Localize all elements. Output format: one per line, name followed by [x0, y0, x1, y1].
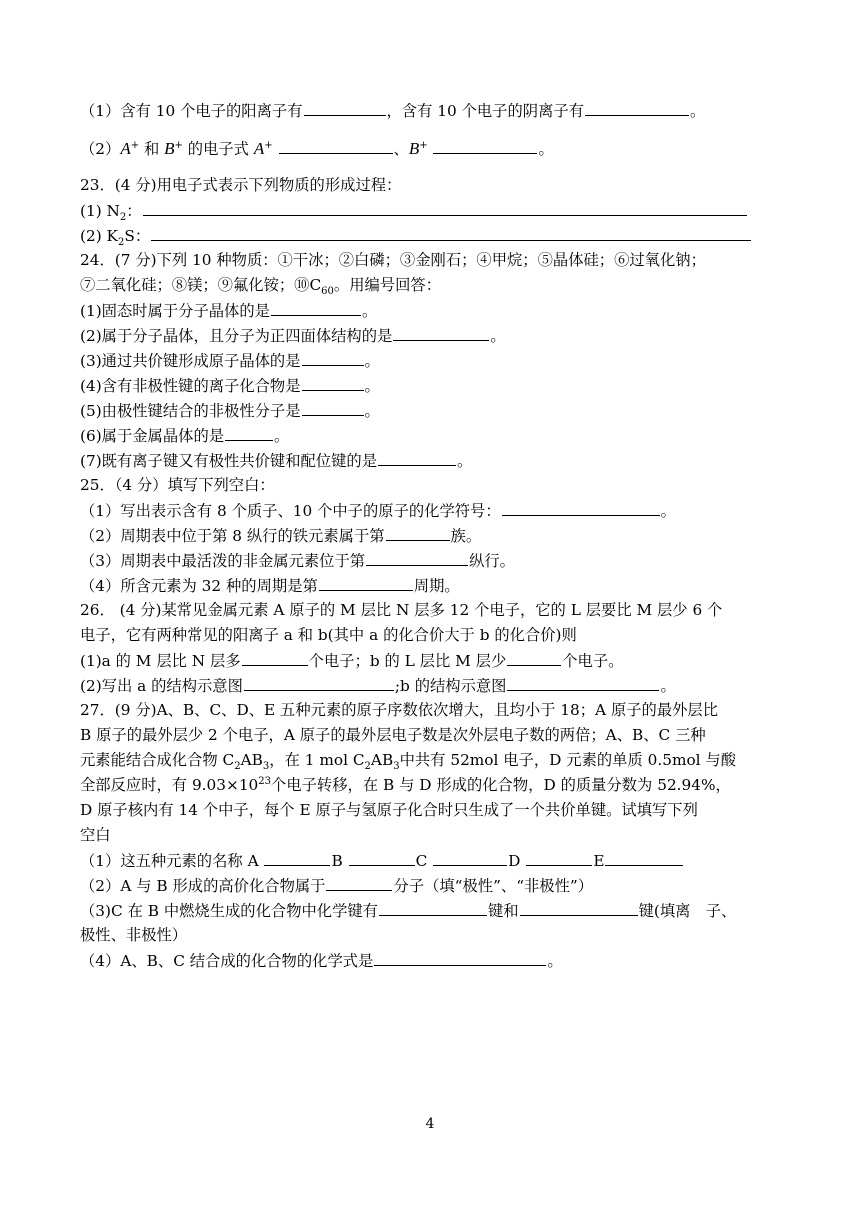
answer-blank[interactable] — [271, 300, 361, 316]
q24-item6: (6)属于金属晶体的是 。 — [80, 427, 290, 445]
answer-blank[interactable] — [433, 138, 537, 154]
q23-item1: (1) $N_2$： — [80, 200, 748, 221]
q25-item2: （2）周期表中位于第 8 纵行的铁元素属于第 族。 — [80, 527, 482, 545]
q27-line4: 全部反应时，有 $9.03\times 10^{23}$个电子转移，在 B 与 D 形成的化合物，D 的质量分数为 52.94%， — [80, 775, 731, 794]
answer-blank[interactable] — [302, 350, 364, 366]
q25-title: 25．（4 分）填写下列空白： — [80, 476, 275, 494]
q24-item1: (1)固态时属于分子晶体的是 。 — [80, 302, 378, 320]
answer-blank[interactable] — [143, 200, 747, 216]
answer-blank[interactable] — [520, 900, 638, 916]
q27-line5: D 原子核内有 14 个中子，每个 E 原子与氢原子化合时只生成了一个共价单键。试填写下列 — [80, 801, 698, 819]
q24-title: 24．(7 分)下列 10 种物质：①干冰；②白磷；③金刚石；④甲烷；⑤晶体硅；⑥过氧化钠； — [80, 251, 706, 269]
answer-blank[interactable] — [386, 525, 450, 541]
q27-item1: （1）这五种元素的名称 A B C D E — [80, 850, 684, 871]
answer-blank[interactable] — [507, 675, 659, 691]
answer-blank[interactable] — [244, 675, 394, 691]
answer-blank[interactable] — [302, 400, 364, 416]
answer-blank[interactable] — [393, 325, 489, 341]
answer-blank[interactable] — [264, 850, 330, 866]
q27-item3: （3)C 在 B 中燃烧生成的化合物中化学键有 键和 键(填离 子、 — [80, 902, 737, 920]
q27-line1: 27．(9 分)A、B、C、D、E 五种元素的原子序数依次增大，且均小于 18；A 原子的最外层比 — [80, 701, 719, 719]
answer-blank[interactable] — [366, 550, 468, 566]
q25-item1: （1）写出表示含有 8 个质子、10 个中子的原子的化学符号： 。 — [80, 502, 676, 520]
answer-blank[interactable] — [379, 900, 487, 916]
answer-blank[interactable] — [526, 850, 592, 866]
answer-blank[interactable] — [242, 650, 308, 666]
q24-item4: (4)含有非极性键的离子化合物是 。 — [80, 377, 380, 395]
q27-line6: 空白 — [80, 826, 111, 844]
answer-blank[interactable] — [585, 100, 689, 116]
q23-item2: (2) $K_2S$： — [80, 225, 752, 246]
q27-line3: 元素能结合成化合物 $C_2AB_3$，在 1 mol $C_2AB_3$中共有 52mol 电子，D 元素的单质 0.5mol 与酸 — [80, 751, 737, 773]
q24-item3: (3)通过共价键形成原子晶体的是 。 — [80, 352, 380, 370]
answer-blank[interactable] — [502, 500, 660, 516]
answer-blank[interactable] — [319, 575, 413, 591]
answer-blank[interactable] — [326, 875, 392, 891]
page-number: 4 — [425, 1116, 435, 1132]
q26-item2: (2)写出 a 的结构示意图 ;b 的结构示意图 。 — [80, 677, 676, 695]
q27-item2: （2）A 与 B 形成的高价化合物属于 分子（填“极性”、“非极性”） — [80, 877, 594, 895]
answer-blank[interactable] — [304, 100, 386, 116]
q27-item4: （4）A、B、C 结合成的化合物的化学式是 。 — [80, 952, 563, 970]
q25-item3: （3）周期表中最活泼的非金属元素位于第 纵行。 — [80, 552, 515, 570]
answer-blank[interactable] — [605, 850, 683, 866]
answer-blank[interactable] — [374, 950, 546, 966]
q23-title: 23．(4 分)用电子式表示下列物质的形成过程： — [80, 176, 402, 194]
q27-item3-cont: 极性、非极性） — [80, 926, 188, 944]
answer-blank[interactable] — [302, 375, 364, 391]
answer-blank[interactable] — [433, 850, 507, 866]
q24-item5: (5)由极性键结合的非极性分子是 。 — [80, 402, 380, 420]
q25-item4: （4）所含元素为 32 种的周期是第 周期。 — [80, 577, 460, 595]
q24-title-cont: ⑦二氧化硅；⑧镁；⑨氟化铵；$⑩C_{60}$。用编号回答： — [80, 276, 441, 298]
answer-blank[interactable] — [151, 225, 751, 241]
q24-item7: (7)既有离子键又有极性共价键和配位键的是 。 — [80, 452, 473, 470]
answer-blank[interactable] — [225, 425, 273, 441]
q24-item2: (2)属于分子晶体，且分子为正四面体结构的是 。 — [80, 327, 506, 345]
q26-title-cont: 电子，它有两种常见的阳离子 a 和 b(其中 a 的化合价大于 b 的化合价)则 — [80, 626, 577, 644]
q26-item1: (1)a 的 M 层比 N 层多 个电子；b 的 L 层比 M 层少 个电子。 — [80, 652, 624, 670]
q22-part1: （1）含有 10 个电子的阳离子有 ，含有 10 个电子的阴离子有 。 — [80, 102, 706, 120]
answer-blank[interactable] — [349, 850, 415, 866]
answer-blank[interactable] — [507, 650, 561, 666]
q22-part2: （2）A+ 和 B+ 的电子式 A+ 、B+ 。 — [80, 139, 554, 158]
q26-title: 26． (4 分)某常见金属元素 A 原子的 M 层比 N 层多 12 个电子，它的 L 层要比 M 层少 6 个 — [80, 601, 723, 619]
answer-blank[interactable] — [279, 138, 393, 154]
q27-line2: B 原子的最外层少 2 个电子，A 原子的最外层电子数是次外层电子数的两倍；A、B、C 三种 — [80, 726, 706, 744]
answer-blank[interactable] — [378, 450, 456, 466]
